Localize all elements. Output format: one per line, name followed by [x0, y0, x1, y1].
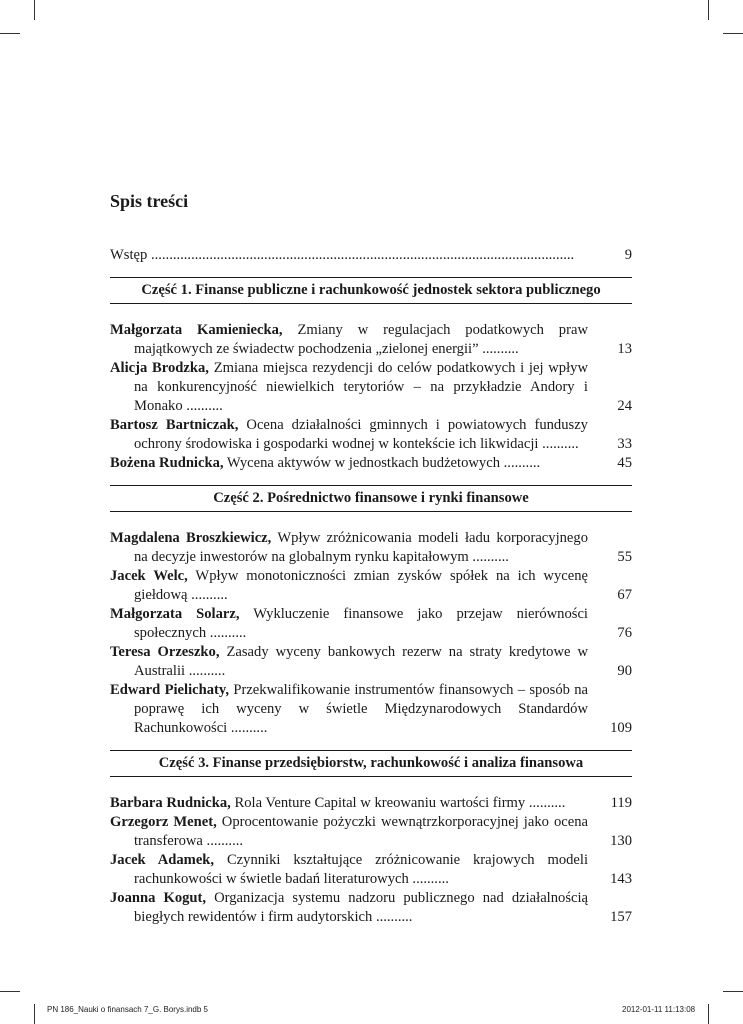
crop-mark [34, 1004, 35, 1024]
crop-mark [723, 991, 743, 992]
toc-entry[interactable] [110, 643, 632, 681]
toc-entry-author: Teresa Orzeszko, [110, 644, 220, 660]
toc-page-number: 143 [610, 871, 632, 887]
toc-entry[interactable] [110, 794, 632, 813]
toc-page-number: 157 [610, 909, 632, 925]
footer-timestamp: 2012-01-11 11:13:08 [622, 1005, 696, 1014]
dot-leader: .......... [202, 833, 244, 849]
dot-leader: .......... [538, 436, 579, 452]
crop-mark [723, 33, 743, 34]
toc-entry-title: Oprocentowanie pożyczki wewnątrzkorporacyjnej jako ocena transferowa [134, 814, 588, 849]
toc-entry[interactable] [110, 681, 632, 738]
footer-file-info: PN 186_Nauki o finansach 7_G. Borys.indb 5 [47, 1005, 208, 1014]
toc-entry-author: Grzegorz Menet, [110, 814, 217, 830]
dot-leader: .......... [182, 398, 223, 414]
toc-entry-title: Zmiany w regulacjach podatkowych praw majątkowych ze świadectw pochodzenia „zielonej energii” [134, 322, 588, 357]
toc-entry[interactable] [110, 454, 632, 473]
dot-leader: .......... [408, 871, 449, 887]
toc-page-number: 24 [617, 398, 632, 414]
toc-entry-title: Organizacja systemu nadzoru publicznego nad działalnością biegłych rewidentów i firm audytorskich [134, 890, 589, 925]
toc-entry-title: Wpływ monotoniczności zmian zysków spółek na ich wycenę giełdową [134, 568, 588, 603]
toc-sections [110, 277, 632, 927]
toc-entry-title: Wpływ zróżnicowania modeli ładu korporacyjnego na decyzje inwestorów na globalnym rynku kapitałowym [134, 530, 588, 565]
toc-entry-author: Bożena Rudnicka, [110, 455, 224, 471]
crop-mark [0, 33, 20, 34]
page-title: Spis treści [110, 191, 189, 211]
toc-entry-title: Zasady wyceny bankowych rezerw na straty kredytowe w Australii [134, 644, 588, 679]
toc-entry-title: Przekwalifikowanie instrumentów finansowych – sposób na poprawę ich wyceny w świetle Międzynarodowych Standardów Rachunkowości [134, 682, 588, 736]
toc-page-number: 55 [617, 549, 632, 565]
dot-leader: .......... [372, 909, 413, 925]
toc-entry-title: Rola Venture Capital w kreowaniu wartości firmy [234, 795, 526, 811]
dot-leader: .......... [478, 341, 519, 357]
section-heading: Część 2. Pośrednictwo finansowe i rynki finansowe [110, 485, 632, 512]
toc-page-number: 109 [610, 720, 632, 736]
toc-entry-author: Barbara Rudnicka, [110, 795, 231, 811]
dot-leader: .......... [185, 663, 226, 679]
crop-mark [708, 1004, 709, 1024]
toc-entry-intro[interactable]: Wstęp .................................................................................................................... 9 [110, 247, 632, 263]
toc-entry-author: Alicja Brodzka, [110, 360, 209, 376]
toc-entry[interactable] [110, 813, 632, 851]
toc-entry-title: Wycena aktywów w jednostkach budżetowych [226, 455, 500, 471]
toc-entry-author: Joanna Kogut, [110, 890, 207, 906]
toc-entry-title: Ocena działalności gminnych i powiatowych funduszy ochrony środowiska i gospodarki wodnej w kontekście ich likwidacji [134, 417, 588, 452]
toc-entry-author: Bartosz Bartniczak, [110, 417, 239, 433]
toc-page-number: 76 [617, 625, 632, 641]
toc-page-number: 67 [617, 587, 632, 603]
toc-entry-title: Wykluczenie finansowe jako przejaw nierówności społecznych [134, 606, 588, 641]
dot-leader: .......... [525, 795, 566, 811]
toc-page-number: 119 [610, 795, 632, 811]
toc-entry-author: Małgorzata Solarz, [110, 606, 240, 622]
dot-leader: .......... [187, 587, 228, 603]
toc-entry[interactable] [110, 529, 632, 567]
toc-entry[interactable] [110, 321, 632, 359]
toc-entry-author: Edward Pielichaty, [110, 682, 230, 698]
dot-leader: .......... [227, 720, 268, 736]
crop-mark [708, 0, 709, 20]
toc-entry-author: Jacek Adamek, [110, 852, 215, 868]
toc-entry-title: Zmiana miejsca rezydencji do celów podatkowych i jej wpływ na konkurencyjność niewielkich terytoriów – na przykładzie Andory i Monako [134, 360, 588, 414]
toc-entry-title: Wstęp [110, 247, 148, 263]
toc-entry[interactable] [110, 851, 632, 889]
toc-entry-author: Jacek Welc, [110, 568, 188, 584]
toc-entry[interactable] [110, 359, 632, 416]
toc-page-number: 90 [617, 663, 632, 679]
toc-entry-title: Czynniki kształtujące zróżnicowanie krajowych modeli rachunkowości w świetle badań literaturowych [134, 852, 588, 887]
toc-page-number: 130 [610, 833, 632, 849]
section-heading: Część 3. Finanse przedsiębiorstw, rachunkowość i analiza finansowa [110, 750, 632, 777]
toc-entry-author: Małgorzata Kamieniecka, [110, 322, 283, 338]
dot-leader: .......... [206, 625, 247, 641]
dot-leader: .......... [468, 549, 509, 565]
toc-page-number: 33 [617, 436, 632, 452]
toc-page-number: 13 [617, 341, 632, 357]
toc-entry[interactable] [110, 416, 632, 454]
section-heading: Część 1. Finanse publiczne i rachunkowość jednostek sektora publicznego [110, 277, 632, 304]
toc-entry[interactable] [110, 567, 632, 605]
toc-entry[interactable] [110, 605, 632, 643]
crop-mark [34, 0, 35, 20]
crop-mark [0, 991, 20, 992]
dot-leader: .......... [500, 455, 541, 471]
toc-page-number: 9 [624, 247, 632, 263]
toc-page-number: 45 [617, 455, 632, 471]
toc-entry-author: Magdalena Broszkiewicz, [110, 530, 272, 546]
table-of-contents [110, 246, 632, 927]
toc-entry[interactable] [110, 889, 632, 927]
